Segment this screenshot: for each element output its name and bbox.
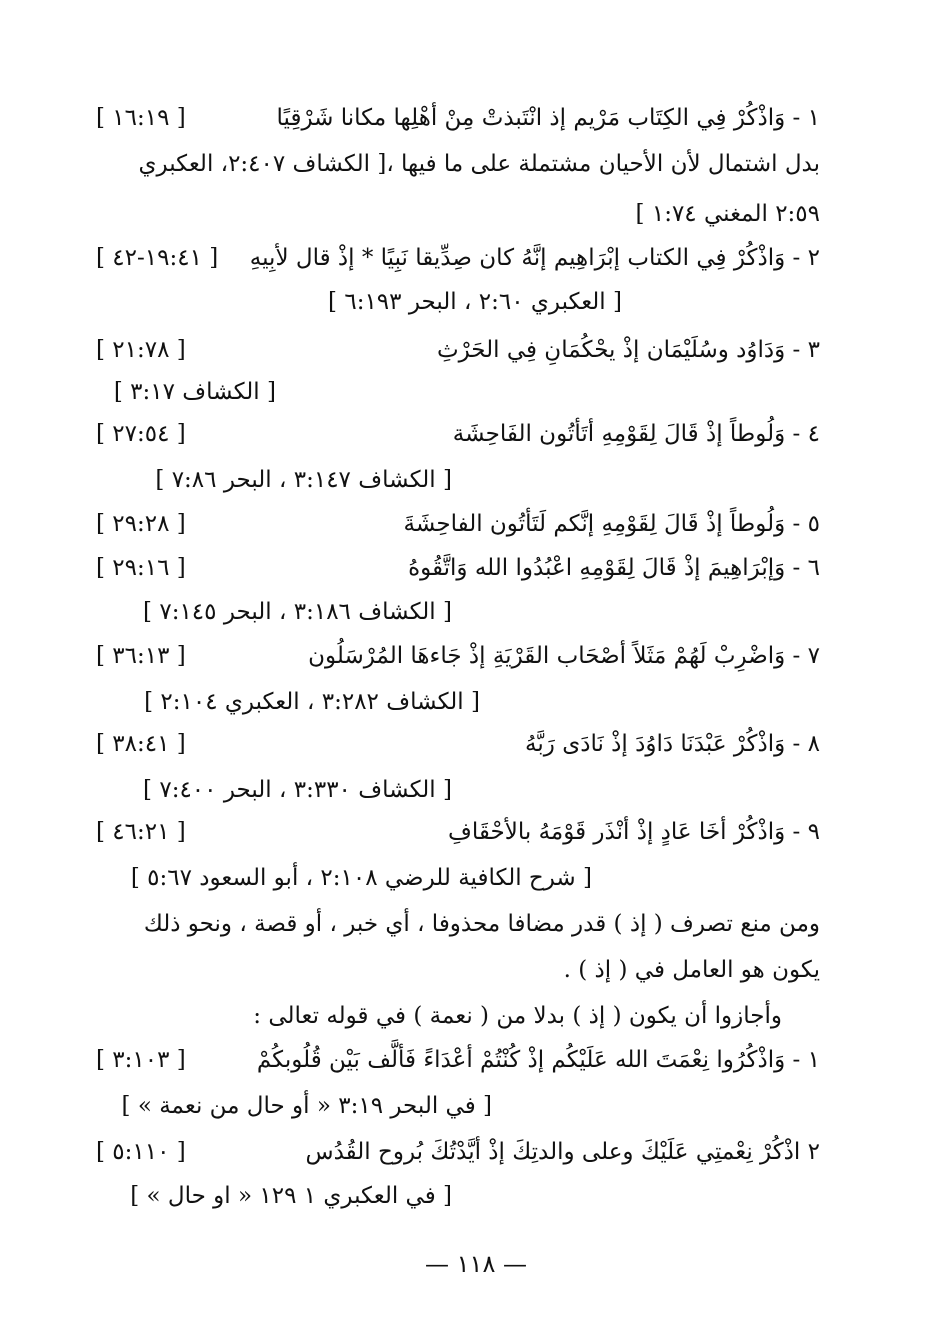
verse-text: ٤ - وَلُوطاً إذْ قَالَ لِقَوْمِهِ أتَأتُون الفَاحِشَة bbox=[452, 421, 820, 447]
verse-text: ٧ - وَاضْرِبْ لَهُمْ مَثَلاً أصْحَاب القَرْيَةِ إذْ جَاءهَا المُرْسَلُون bbox=[308, 643, 820, 669]
paragraph-line: ومن منع تصرف ( إذ ) قدر مضافا محذوفا ، أي خبر ، أو قصة ، ونحو ذلك bbox=[143, 911, 820, 937]
verse-reference: [ ٢٧:٥٤ ] bbox=[96, 421, 186, 447]
verse-line-4 bbox=[96, 414, 820, 454]
verse-reference: [ ٢٩:٢٨ ] bbox=[96, 511, 186, 537]
commentary-line: بدل اشتمال لأن الأحيان مشتملة على ما فيها ،[ الكشاف ٢:٤٠٧، العكبري bbox=[138, 151, 820, 177]
verse-text: ٢ - وَاذْكُرْ فِي الكتاب إبْرَاهِيم إنَّهُ كان صِدِّيقا نَبِيًا * إذْ قال لأبِيهِ bbox=[249, 245, 820, 271]
verse-text: ١ - وَاذْكُرُوا نِعْمَتَ الله عَلَيْكُم إذْ كُنْتُمْ أعْدَاءً فَألَّف بَيْن قُلُوبكُمْ bbox=[256, 1047, 820, 1073]
citation-line: [ في البحر ٣:١٩ « أو حال من نعمة » ] bbox=[121, 1093, 492, 1119]
citation-line: [ العكبري ٢:٦٠ ، البحر ٦:١٩٣ ] bbox=[328, 289, 622, 315]
paragraph-line: يكون هو العامل في ( إذ ) . bbox=[563, 957, 820, 983]
verse-reference: [ ٥:١١٠ ] bbox=[96, 1139, 186, 1165]
verse-reference: [ ١٦:١٩ ] bbox=[96, 105, 186, 131]
verse-text: ٨ - وَاذْكُرْ عَبْدَنَا دَاوُدَ إذْ نَادَى رَبَّهُ bbox=[525, 731, 820, 757]
citation-line: [ الكشاف ٣:٣٣٠ ، البحر ٧:٤٠٠ ] bbox=[143, 777, 452, 803]
verse-line-2 bbox=[96, 238, 820, 278]
citation-line: [ الكشاف ٣:١٨٦ ، البحر ٧:١٤٥ ] bbox=[143, 599, 452, 625]
verse-line-9 bbox=[96, 812, 820, 852]
verse-line-11 bbox=[96, 1132, 820, 1172]
citation-line: [ الكشاف ٣:١٤٧ ، البحر ٧:٨٦ ] bbox=[155, 467, 452, 493]
paragraph-line: وأجازوا أن يكون ( إذ ) بدلا من ( نعمة ) في قوله تعالى : bbox=[253, 1003, 782, 1029]
verse-line-1 bbox=[96, 98, 820, 138]
verse-reference: [ ٣٨:٤١ ] bbox=[96, 731, 186, 757]
verse-reference: [ ٤٦:٢١ ] bbox=[96, 819, 186, 845]
verse-text: ٢ اذْكُرْ نِعْمتِي عَلَيْكَ وعلى والدتِكَ إذْ أيَّدْتُكَ بُروح القُدُس bbox=[305, 1139, 820, 1165]
citation-line: [ الكشاف ٣:٢٨٢ ، العكبري ٢:١٠٤ ] bbox=[144, 689, 480, 715]
verse-line-8 bbox=[96, 724, 820, 764]
verse-reference: [ ٢١:٧٨ ] bbox=[96, 337, 186, 363]
verse-line-6 bbox=[96, 548, 820, 588]
verse-reference: [ ٢٩:١٦ ] bbox=[96, 555, 186, 581]
verse-text: ٩ - وَاذْكُرْ أخَا عَادٍ إذْ أنْذَر قَوْمَهُ بالأحْقَافِ bbox=[448, 819, 820, 845]
verse-reference: [ ٣٦:١٣ ] bbox=[96, 643, 186, 669]
verse-reference: [ ٣:١٠٣ ] bbox=[96, 1047, 186, 1073]
citation-line: [ شرح الكافية للرضي ٢:١٠٨ ، أبو السعود ٥:٦٧ ] bbox=[130, 865, 592, 891]
commentary-line: ٢:٥٩ المغني ١:٧٤ ] bbox=[635, 201, 820, 227]
verse-line-10 bbox=[96, 1040, 820, 1080]
verse-text: ٦ - وَإبْرَاهِيمَ إذْ قَالَ لِقَوْمِهِ اعْبُدُوا الله وَاتَّقُوهُ bbox=[408, 555, 820, 581]
verse-text: ٥ - وَلُوطاً إذْ قَالَ لِقَوْمِهِ إنَّكم لَتَأتُون الفاحِشَةَ bbox=[403, 511, 820, 537]
verse-text: ١ - وَاذْكُرْ فِي الكِتَاب مَرْيم إذ انْتَبذتْ مِنْ أهْلِها مكانا شَرْقِيًا bbox=[276, 105, 820, 131]
citation-line: [ الكشاف ٣:١٧ ] bbox=[113, 379, 276, 405]
verse-line-5 bbox=[96, 504, 820, 544]
page-number: — ١١٨ — bbox=[425, 1250, 527, 1278]
citation-line: [ في العكبري ١ ١٢٩ « او حال » ] bbox=[130, 1183, 452, 1209]
verse-text: ٣ - وَدَاوُد وسُلَيْمَان إذْ يحْكُمَانِ فِي الحَرْثِ bbox=[436, 337, 820, 363]
verse-line-7 bbox=[96, 636, 820, 676]
verse-line-3 bbox=[96, 330, 820, 370]
verse-reference: [ ١٩:٤١-٤٢ ] bbox=[96, 245, 219, 271]
